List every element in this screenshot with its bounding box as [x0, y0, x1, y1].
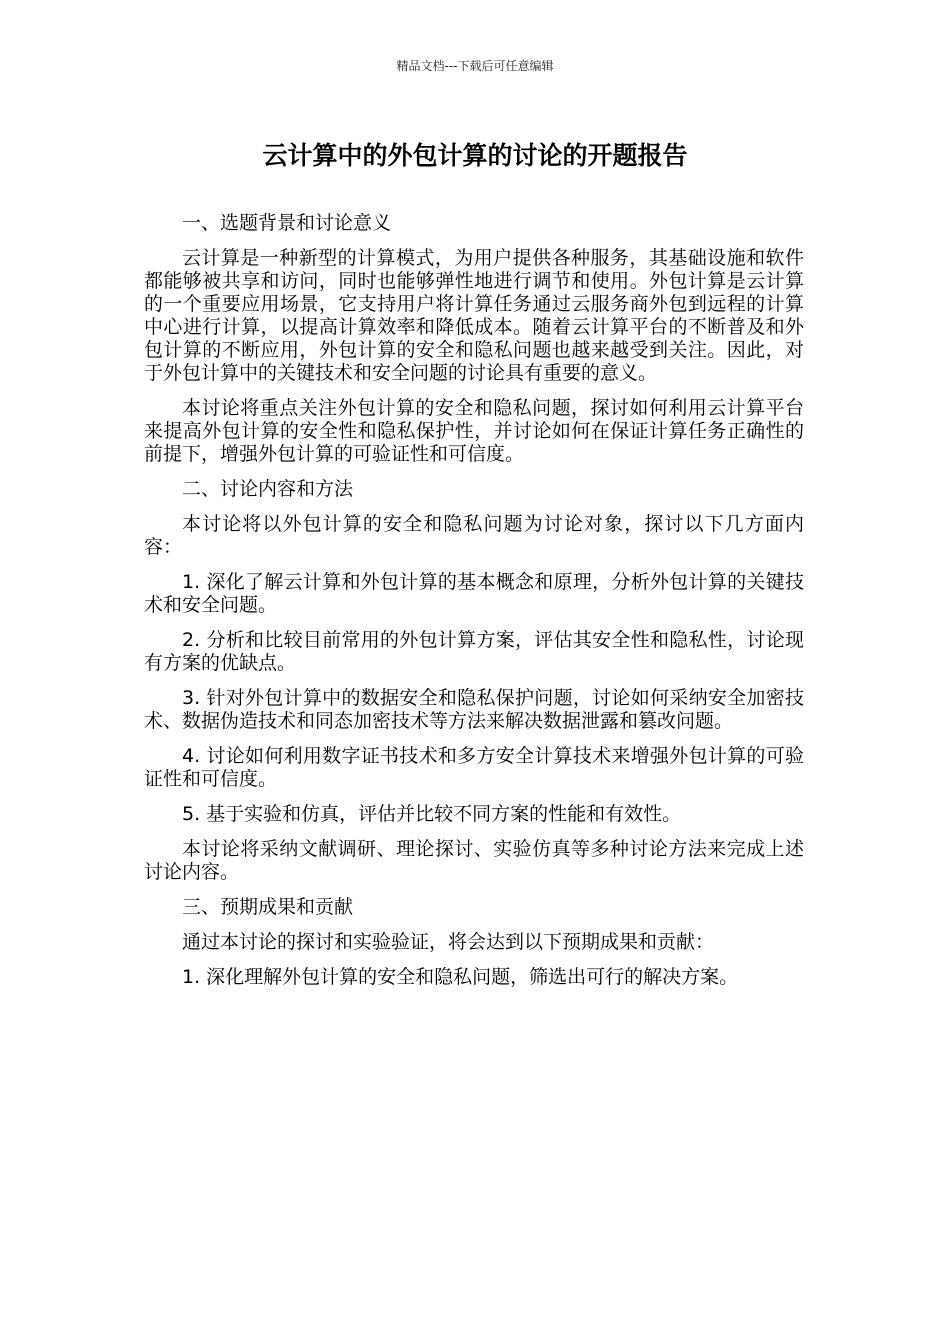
list-item-content-1: 1. 深化了解云计算和外包计算的基本概念和原理，分析外包计算的关键技术和安全问题。: [144, 571, 804, 616]
document-title: 云计算中的外包计算的讨论的开题报告: [262, 141, 688, 170]
paragraph-content-intro: 本讨论将以外包计算的安全和隐私问题为讨论对象，探讨以下几方面内容：: [144, 513, 804, 558]
page-header-note: 精品文档---下载后可任意编辑: [396, 59, 554, 73]
section-heading-background: 一、选题背景和讨论意义: [182, 212, 392, 234]
paragraph-background: 云计算是一种新型的计算模式，为用户提供各种服务，其基础设施和软件都能够被共享和访问，同时也能够弹性地进行调节和使用。外包计算是云计算的一个重要应用场景，它支持用户将计算任务通过云服务商外包到远程的计算中心进行计算，以提高计算效率和降低成本。随着云计算平台的不断普及和外包计算的不断应用，外包计算的安全和隐私问题也越来越受到关注。因此，对于外包计算中的关键技术和安全问题的讨论具有重要的意义。: [144, 247, 804, 384]
list-item-content-5: 5. 基于实验和仿真，评估并比较不同方案的性能和有效性。: [182, 803, 682, 825]
paragraph-focus: 本讨论将重点关注外包计算的安全和隐私问题，探讨如何利用云计算平台来提高外包计算的安全性和隐私保护性，并讨论如何在保证计算任务正确性的前提下，增强外包计算的可验证性和可信度。: [144, 397, 804, 465]
list-item-outcome-1: 1. 深化理解外包计算的安全和隐私问题，筛选出可行的解决方案。: [182, 966, 739, 988]
list-item-content-4: 4. 讨论如何利用数字证书技术和多方安全计算技术来增强外包计算的可验证性和可信度。: [144, 745, 804, 790]
section-heading-content-method: 二、讨论内容和方法: [182, 478, 354, 500]
list-item-content-2: 2. 分析和比较目前常用的外包计算方案，评估其安全性和隐私性，讨论现有方案的优缺点。: [144, 629, 804, 674]
document-body: [144, 212, 804, 1001]
section-heading-outcomes: 三、预期成果和贡献: [182, 896, 354, 918]
list-item-content-3: 3. 针对外包计算中的数据安全和隐私保护问题，讨论如何采纳安全加密技术、数据伪造技术和同态加密技术等方法来解决数据泄露和篡改问题。: [144, 687, 804, 732]
paragraph-outcomes-intro: 通过本讨论的探讨和实验验证，将会达到以下预期成果和贡献：: [182, 931, 715, 953]
paragraph-method: 本讨论将采纳文献调研、理论探讨、实验仿真等多种讨论方法来完成上述讨论内容。: [144, 838, 804, 883]
